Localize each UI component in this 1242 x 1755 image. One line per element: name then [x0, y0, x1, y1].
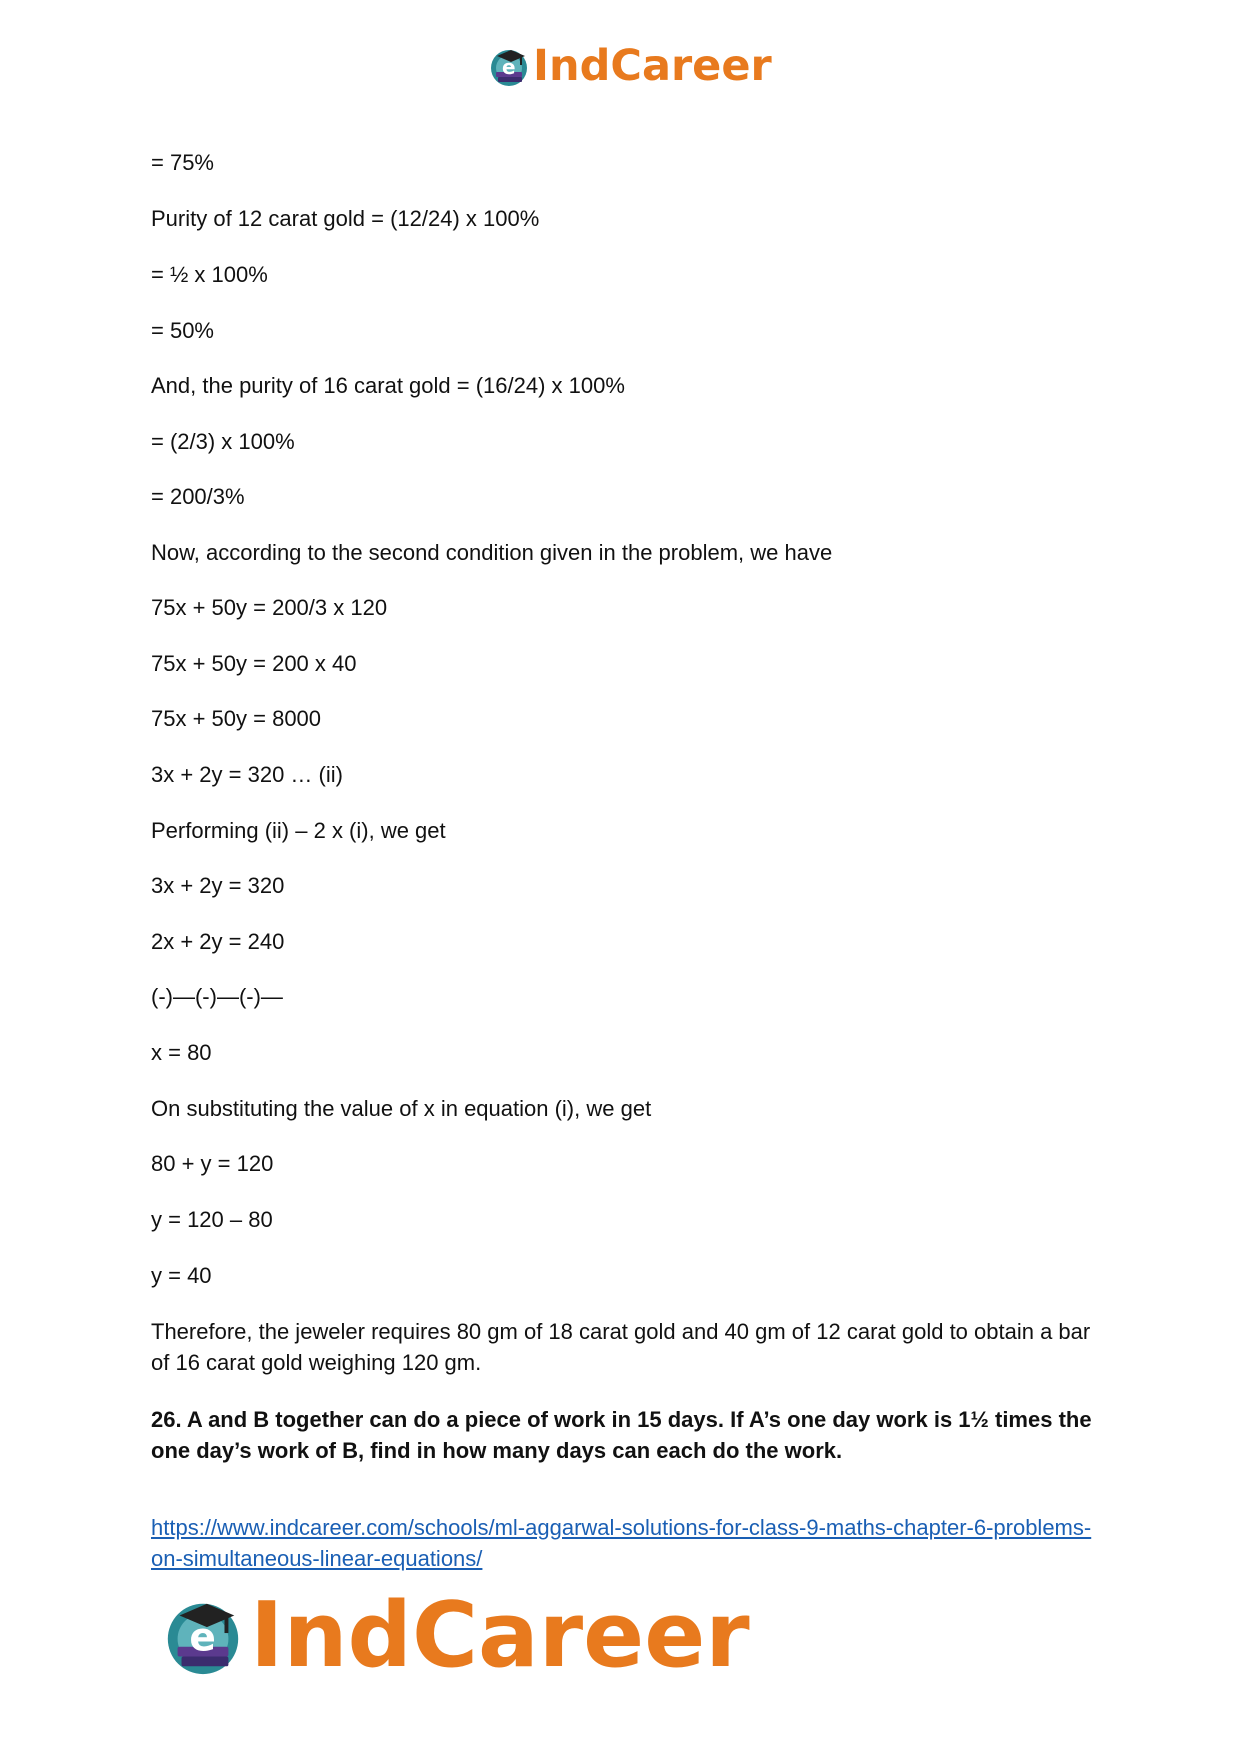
equation-line: = (2/3) x 100% [151, 429, 295, 454]
conclusion-paragraph: Therefore, the jeweler requires 80 gm of 18 carat gold and 40 gm of 12 carat gold to obtain a bar of 16 carat gold weighing 120 gm. [151, 1319, 1091, 1375]
footer-logo [160, 1580, 750, 1690]
equation-line: On substituting the value of x in equation (i), we get [151, 1096, 652, 1121]
equation-line: Now, according to the second condition given in the problem, we have [151, 540, 833, 565]
svg-text:e: e [502, 55, 516, 79]
equation-line: 3x + 2y = 320 [151, 873, 285, 898]
equation-line: y = 40 [151, 1263, 212, 1288]
equation-line: 80 + y = 120 [151, 1151, 274, 1176]
logo-wordmark: IndCareer [250, 1582, 750, 1688]
equation-line: = 75% [151, 150, 214, 175]
equation-line: 75x + 50y = 8000 [151, 706, 322, 731]
equation-line: And, the purity of 16 carat gold = (16/24) x 100% [151, 373, 625, 398]
equation-line: 2x + 2y = 240 [151, 929, 285, 954]
equation-line: = 200/3% [151, 484, 245, 509]
equation-line: Performing (ii) – 2 x (i), we get [151, 818, 446, 843]
equation-line: = ½ x 100% [151, 262, 268, 287]
equation-line: (-)—(-)—(-)— [151, 984, 283, 1009]
question-heading: 26. A and B together can do a piece of work in 15 days. If A’s one day work is 1½ times the one day’s work of B, find in how many days can each do the work. [151, 1407, 1092, 1463]
equation-line: 75x + 50y = 200/3 x 120 [151, 595, 388, 620]
equation-line: 75x + 50y = 200 x 40 [151, 651, 357, 676]
globe-books-icon [160, 1592, 246, 1678]
equation-line: x = 80 [151, 1040, 212, 1065]
globe-books-icon [487, 44, 531, 88]
logo-wordmark: IndCareer [533, 41, 772, 91]
equation-line: y = 120 – 80 [151, 1207, 273, 1232]
equation-line: = 50% [151, 318, 214, 343]
equation-line: 3x + 2y = 320 … (ii) [151, 762, 343, 787]
header-logo [487, 38, 772, 94]
source-link[interactable]: https://www.indcareer.com/schools/ml-aggarwal-solutions-for-class-9-maths-chapter-6-problems-on-simultaneous-linear-equations/ [151, 1515, 1092, 1571]
svg-text:e: e [189, 1615, 216, 1661]
equation-line: Purity of 12 carat gold = (12/24) x 100% [151, 206, 540, 231]
